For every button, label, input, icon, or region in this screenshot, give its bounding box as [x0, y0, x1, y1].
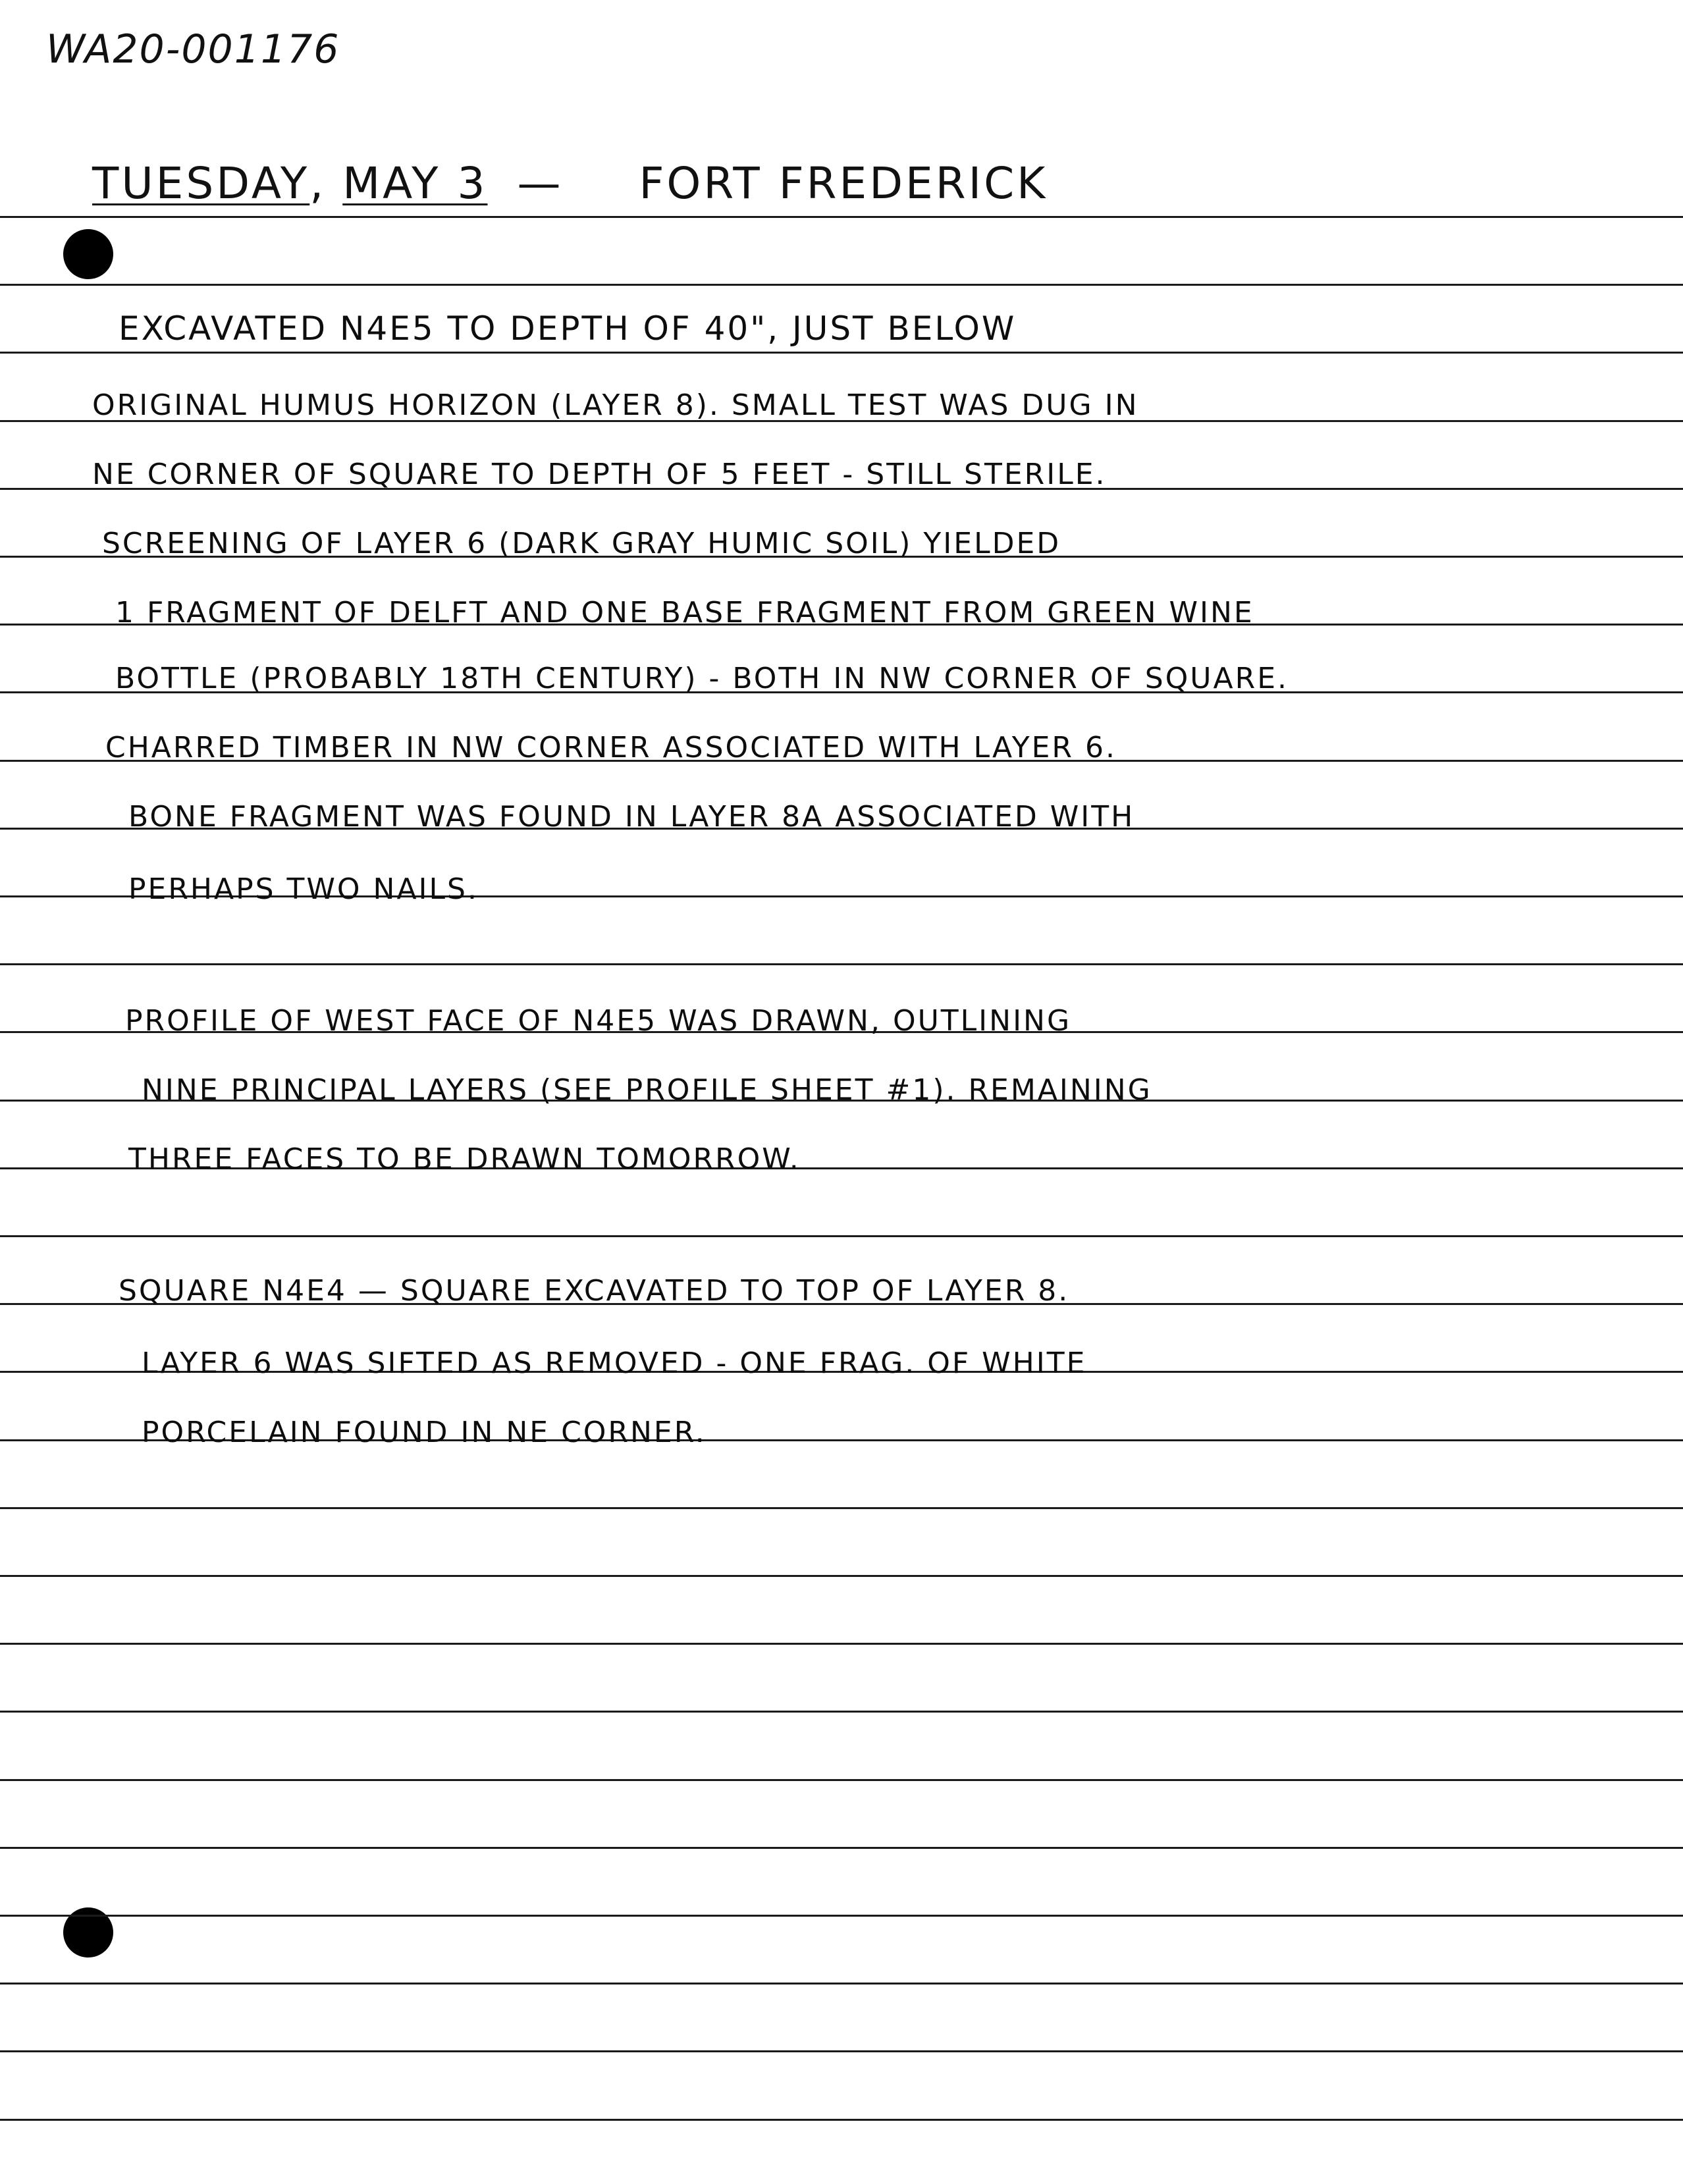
note-line: PORCELAIN FOUND IN NE CORNER.: [142, 1416, 707, 1449]
ruled-line: [0, 1779, 1683, 1781]
heading-date: MAY 3: [342, 158, 488, 209]
ruled-line: [0, 216, 1683, 218]
ruled-line: [0, 2050, 1683, 2052]
ruled-line: [0, 1235, 1683, 1237]
heading-day: TUESDAY: [92, 158, 310, 209]
ruled-line: [0, 1643, 1683, 1645]
heading-dash: —: [517, 158, 564, 209]
note-line: THREE FACES TO BE DRAWN TOMORROW.: [128, 1142, 801, 1176]
ruled-line: [0, 963, 1683, 965]
note-line: SQUARE N4E4 — SQUARE EXCAVATED TO TOP OF LAYER 8.: [119, 1274, 1070, 1308]
note-line: NINE PRINCIPAL LAYERS (SEE PROFILE SHEET #1). REMAINING: [142, 1073, 1152, 1107]
ruled-line: [0, 352, 1683, 354]
ruled-line: [0, 1575, 1683, 1577]
note-line: NE CORNER OF SQUARE TO DEPTH OF 5 FEET - STILL STERILE.: [92, 458, 1107, 491]
ruled-line: [0, 1983, 1683, 1984]
document-id: WA20-001176: [46, 26, 340, 72]
note-line: BOTTLE (PROBABLY 18TH CENTURY) - BOTH IN NW CORNER OF SQUARE.: [115, 662, 1289, 695]
note-line: ORIGINAL HUMUS HORIZON (LAYER 8). SMALL TEST WAS DUG IN: [92, 388, 1139, 422]
heading-location: FORT FREDERICK: [639, 158, 1048, 209]
note-line: LAYER 6 WAS SIFTED AS REMOVED - ONE FRAG. OF WHITE: [142, 1346, 1087, 1380]
binder-hole-top: [63, 229, 113, 279]
note-line: PROFILE OF WEST FACE OF N4E5 WAS DRAWN, OUTLINING: [125, 1004, 1072, 1038]
note-line: CHARRED TIMBER IN NW CORNER ASSOCIATED WITH LAYER 6.: [105, 731, 1117, 764]
ruled-line: [0, 1711, 1683, 1713]
note-line: 1 FRAGMENT OF DELFT AND ONE BASE FRAGMENT FROM GREEN WINE: [115, 596, 1254, 629]
ruled-line: [0, 1507, 1683, 1509]
note-line: EXCAVATED N4E5 TO DEPTH OF 40", JUST BELOW: [119, 309, 1017, 348]
ruled-line: [0, 1915, 1683, 1917]
ruled-line: [0, 2119, 1683, 2121]
ruled-line: [0, 1847, 1683, 1849]
note-line: BONE FRAGMENT WAS FOUND IN LAYER 8A ASSOCIATED WITH: [128, 800, 1135, 834]
entry-heading: TUESDAY, MAY 3 — FORT FREDERICK: [92, 158, 1048, 209]
note-line: SCREENING OF LAYER 6 (DARK GRAY HUMIC SOIL) YIELDED: [102, 527, 1061, 560]
note-line: PERHAPS TWO NAILS.: [128, 872, 479, 906]
ruled-line: [0, 284, 1683, 286]
